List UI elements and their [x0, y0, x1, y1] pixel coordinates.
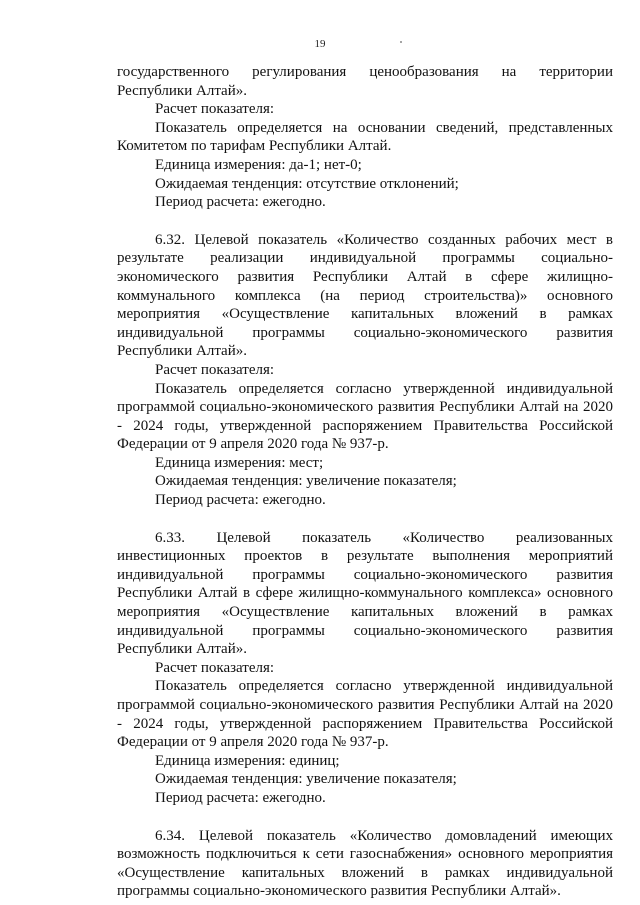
- calc-heading: Расчет показателя:: [155, 101, 275, 118]
- scan-speck: [400, 41, 402, 43]
- period-line: Период расчета: ежегодно.: [155, 492, 326, 509]
- page-number: 19: [314, 38, 326, 50]
- unit-line: Единица измерения: да-1; нет-0;: [155, 156, 362, 173]
- period-line: Период расчета: ежегодно.: [155, 789, 326, 806]
- document-body: [117, 63, 613, 901]
- paragraph-continuation: государственного регулирования ценообразования на территории Республики Алтай».: [117, 64, 613, 99]
- calc-description: Показатель определяется согласно утвержденной индивидуальной программой социально-экономического развития Республики Алтай на 2020 - 2024 годы, утвержденной распоряжением Правительства Российской Федерации от 9 апреля 2020 года № 937-р.: [117, 380, 613, 453]
- section-6-34: 6.34. Целевой показатель «Количество домовладений имеющих возможность подключиться к сети газоснабжения» основного мероприятия «Осуществление капитальных вложений в рамках индивидуальной программы социально-экономического развития Республики Алтай».: [117, 827, 613, 900]
- calc-heading: Расчет показателя:: [155, 659, 275, 676]
- calc-description: Показатель определяется на основании сведений, представленных Комитетом по тарифам Республики Алтай.: [117, 119, 613, 155]
- section-6-32: 6.32. Целевой показатель «Количество созданных рабочих мест в результате реализации индивидуальной программы социально-экономического развития Республики Алтай в сфере жилищно-коммунального комплекса (на период строительства)» основного мероприятия «Осуществление капитальных вложений в рамках индивидуальной программы социально-экономического развития Республики Алтай».: [117, 231, 613, 360]
- period-line: Период расчета: ежегодно.: [155, 194, 326, 211]
- unit-line: Единица измерения: мест;: [155, 454, 324, 471]
- unit-line: Единица измерения: единиц;: [155, 752, 340, 769]
- calc-heading: Расчет показателя:: [155, 361, 275, 378]
- calc-description: Показатель определяется согласно утвержденной индивидуальной программой социально-экономического развития Республики Алтай на 2020 - 2024 годы, утвержденной распоряжением Правительства Российской Федерации от 9 апреля 2020 года № 937-р.: [117, 678, 613, 751]
- section-6-33: 6.33. Целевой показатель «Количество реализованных инвестиционных проектов в результате выполнения мероприятий индивидуальной программы социально-экономического развития Республики Алтай в сфере жилищно-коммунального комплекса» основного мероприятия «Осуществление капитальных вложений в рамках индивидуальной программы социально-экономического развития Республики Алтай».: [117, 529, 613, 658]
- trend-line: Ожидаемая тенденция: увеличение показателя;: [155, 473, 457, 490]
- trend-line: Ожидаемая тенденция: отсутствие отклонений;: [155, 175, 459, 192]
- trend-line: Ожидаемая тенденция: увеличение показателя;: [155, 771, 457, 788]
